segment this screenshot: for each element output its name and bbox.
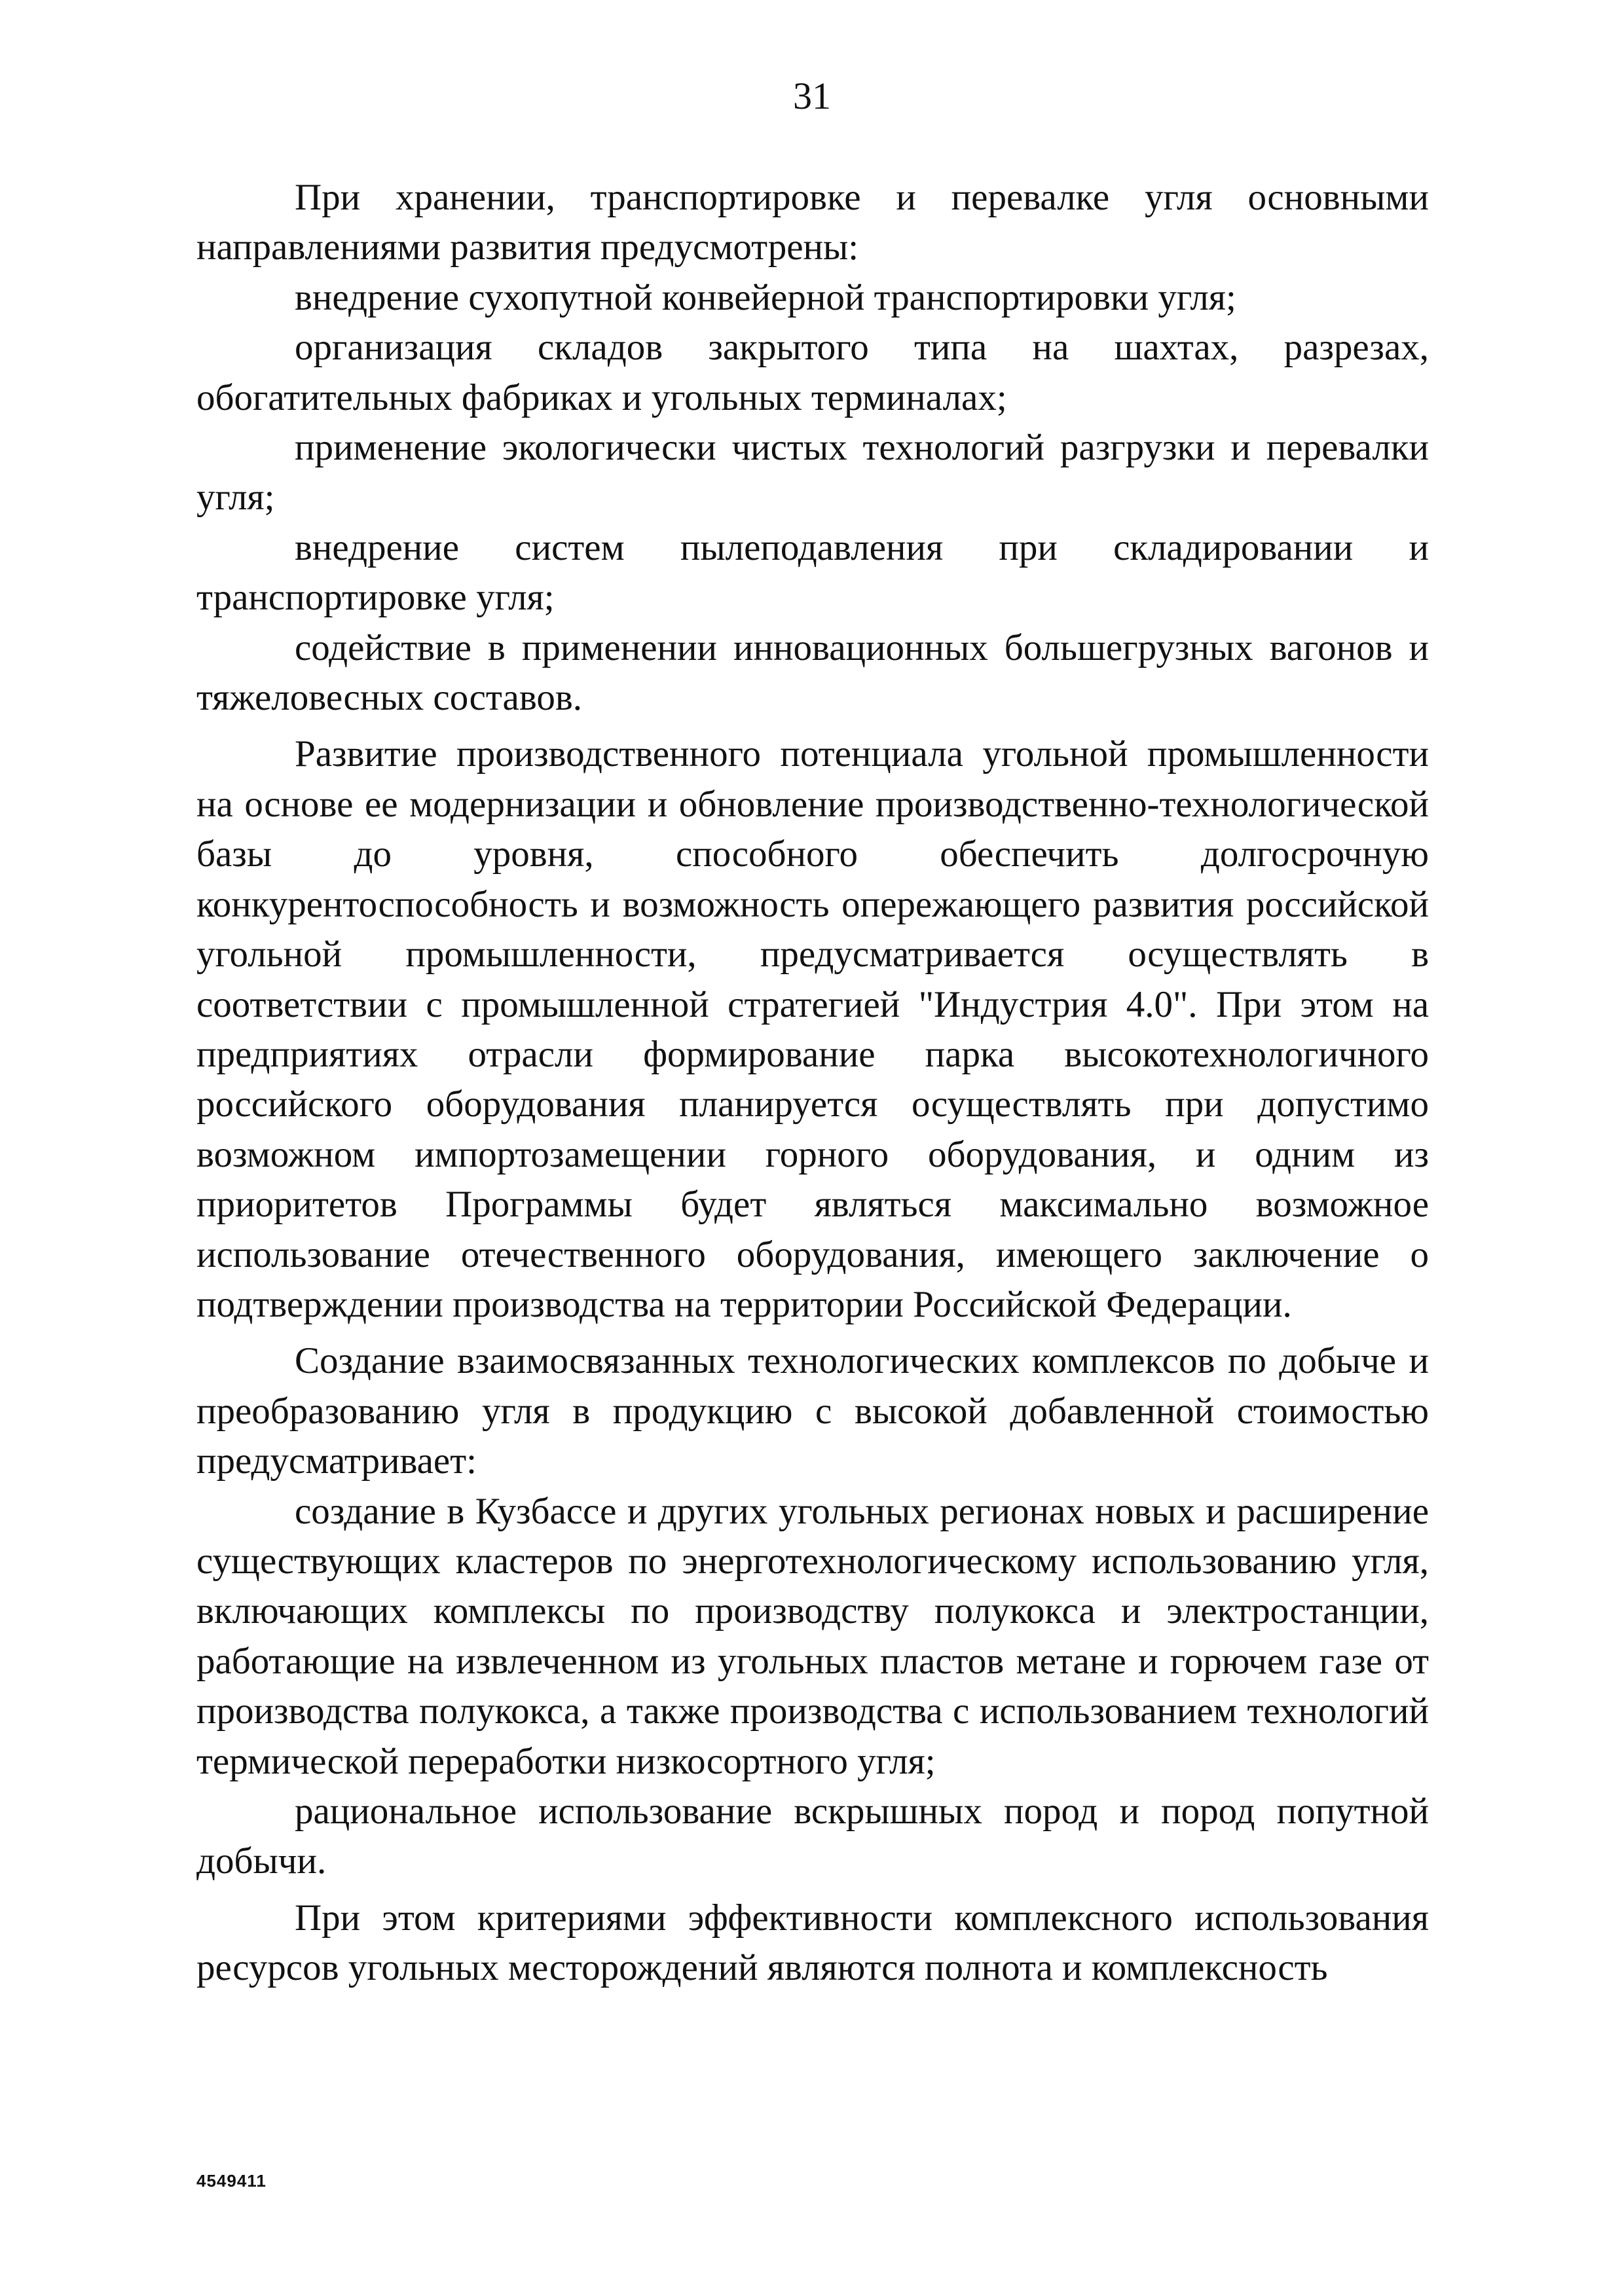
paragraph-technology-complexes: Создание взаимосвязанных технологических комплексов по добыче и преобразованию угля в продукцию с высокой добавленной стоимостью предусматривает:: [196, 1340, 1429, 1482]
paragraph-production-potential: Развитие производственного потенциала угольной промышленности на основе ее модернизации и обновление производственно-технологической базы до уровня, способного обеспечить долгосрочную конкурентоспособность и возможность опережающего развития российской угольной промышленности, предусматривается осуществлять в соответствии с промышленной стратегией "Индустрия 4.0". При этом на предприятиях отрасли формирование парка высокотехнологичного российского оборудования планируется осуществлять при допустимо возможном импортозамещении горного оборудования, и одним из приоритетов Программы будет являться максимально возможное использование отечественного оборудования, имеющего заключение о подтверждении производства на территории Российской Федерации.: [196, 733, 1429, 1325]
paragraph-dust-suppression: внедрение систем пылеподавления при складировании и транспортировке угля;: [196, 526, 1429, 619]
paragraph-efficiency-criteria: При этом критериями эффективности комплексного использования ресурсов угольных месторождений являются полнота и комплексность: [196, 1897, 1429, 1989]
paragraph-storage-directions: При хранении, транспортировке и перевалке угля основными направлениями развития предусмотрены:: [196, 177, 1429, 268]
document-code: 4549411: [196, 2171, 267, 2191]
paragraph-conveyor-transport: внедрение сухопутной конвейерной транспортировки угля;: [295, 276, 1236, 318]
paragraph-closed-warehouses: организация складов закрытого типа на шахтах, разрезах, обогатительных фабриках и угольных терминалах;: [196, 327, 1429, 418]
document-body: [196, 173, 1429, 1994]
paragraph-clean-technologies: применение экологически чистых технологий разгрузки и перевалки угля;: [196, 427, 1429, 519]
paragraph-overburden-use: рациональное использование вскрышных пород и пород попутной добычи.: [196, 1791, 1429, 1882]
paragraph-kuzbass-clusters: создание в Кузбассе и других угольных регионах новых и расширение существующих кластеров по энерготехнологическому использованию угля, включающих комплексы по производству полукокса и электростанции, работающие на извлеченном из угольных пластов метане и горючем газе от производства полукокса, а также производства с использованием технологий термической переработки низкосортного угля;: [196, 1490, 1429, 1782]
paragraph-heavy-wagons: содействие в применении инновационных большегрузных вагонов и тяжеловесных составов.: [196, 627, 1429, 719]
page-number: 31: [793, 75, 831, 117]
